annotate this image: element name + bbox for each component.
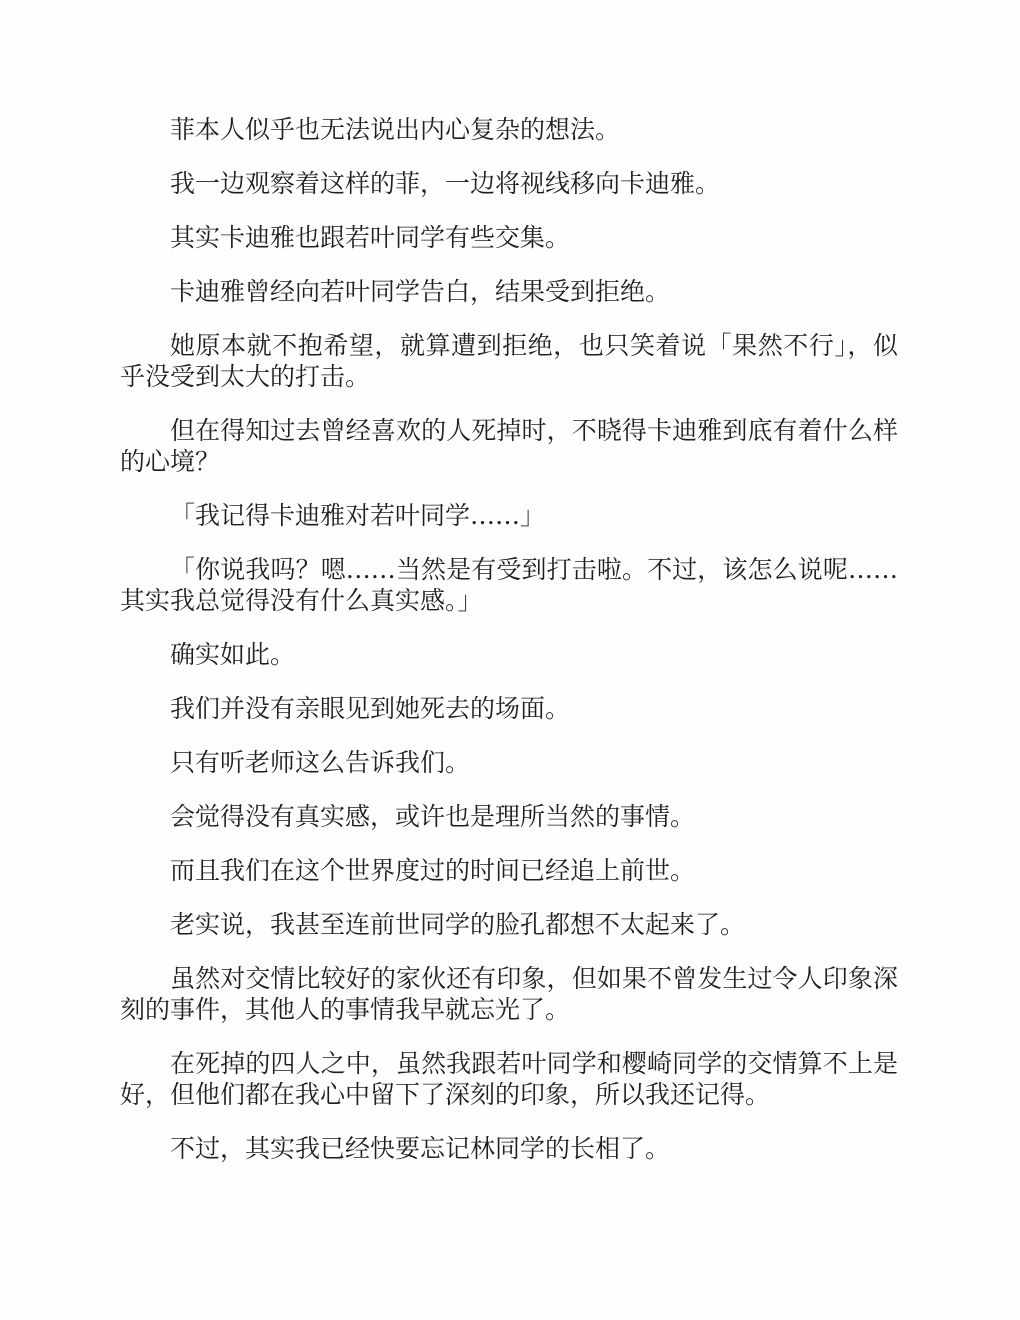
paragraph-15: 虽然对交情比较好的家伙还有印象，但如果不曾发生过令人印象深刻的事件，其他人的事情我早就忘光了。 [120, 964, 898, 1024]
paragraph-13: 而且我们在这个世界度过的时间已经追上前世。 [170, 856, 696, 885]
paragraph-5: 她原本就不抱希望，就算遭到拒绝，也只笑着说「果然不行」，似乎没受到太大的打击。 [120, 331, 898, 391]
paragraph-10: 我们并没有亲眼见到她死去的场面。 [170, 694, 571, 723]
paragraph-14: 老实说，我甚至连前世同学的脸孔都想不太起来了。 [170, 910, 746, 939]
paragraph-3: 其实卡迪雅也跟若叶同学有些交集。 [170, 223, 571, 252]
paragraph-11: 只有听老师这么告诉我们。 [170, 748, 471, 777]
paragraph-12: 会觉得没有真实感，或许也是理所当然的事情。 [170, 802, 696, 831]
paragraph-8: 「你说我吗？嗯……当然是有受到打击啦。不过，该怎么说呢……其实我总觉得没有什么真实感。」 [120, 555, 898, 615]
paragraph-4: 卡迪雅曾经向若叶同学告白，结果受到拒绝。 [170, 277, 671, 306]
paragraph-17: 不过，其实我已经快要忘记林同学的长相了。 [170, 1134, 671, 1163]
paragraph-9: 确实如此。 [170, 640, 296, 669]
paragraph-7: 「我记得卡迪雅对若叶同学……」 [170, 501, 546, 530]
paragraph-16: 在死掉的四人之中，虽然我跟若叶同学和樱崎同学的交情算不上是好，但他们都在我心中留下了深刻的印象，所以我还记得。 [120, 1049, 898, 1109]
paragraph-6: 但在得知过去曾经喜欢的人死掉时，不晓得卡迪雅到底有着什么样的心境？ [120, 416, 898, 476]
text-content [120, 114, 898, 1164]
paragraph-2: 我一边观察着这样的菲，一边将视线移向卡迪雅。 [170, 169, 721, 198]
paragraph-1: 菲本人似乎也无法说出内心复杂的想法。 [170, 115, 621, 144]
